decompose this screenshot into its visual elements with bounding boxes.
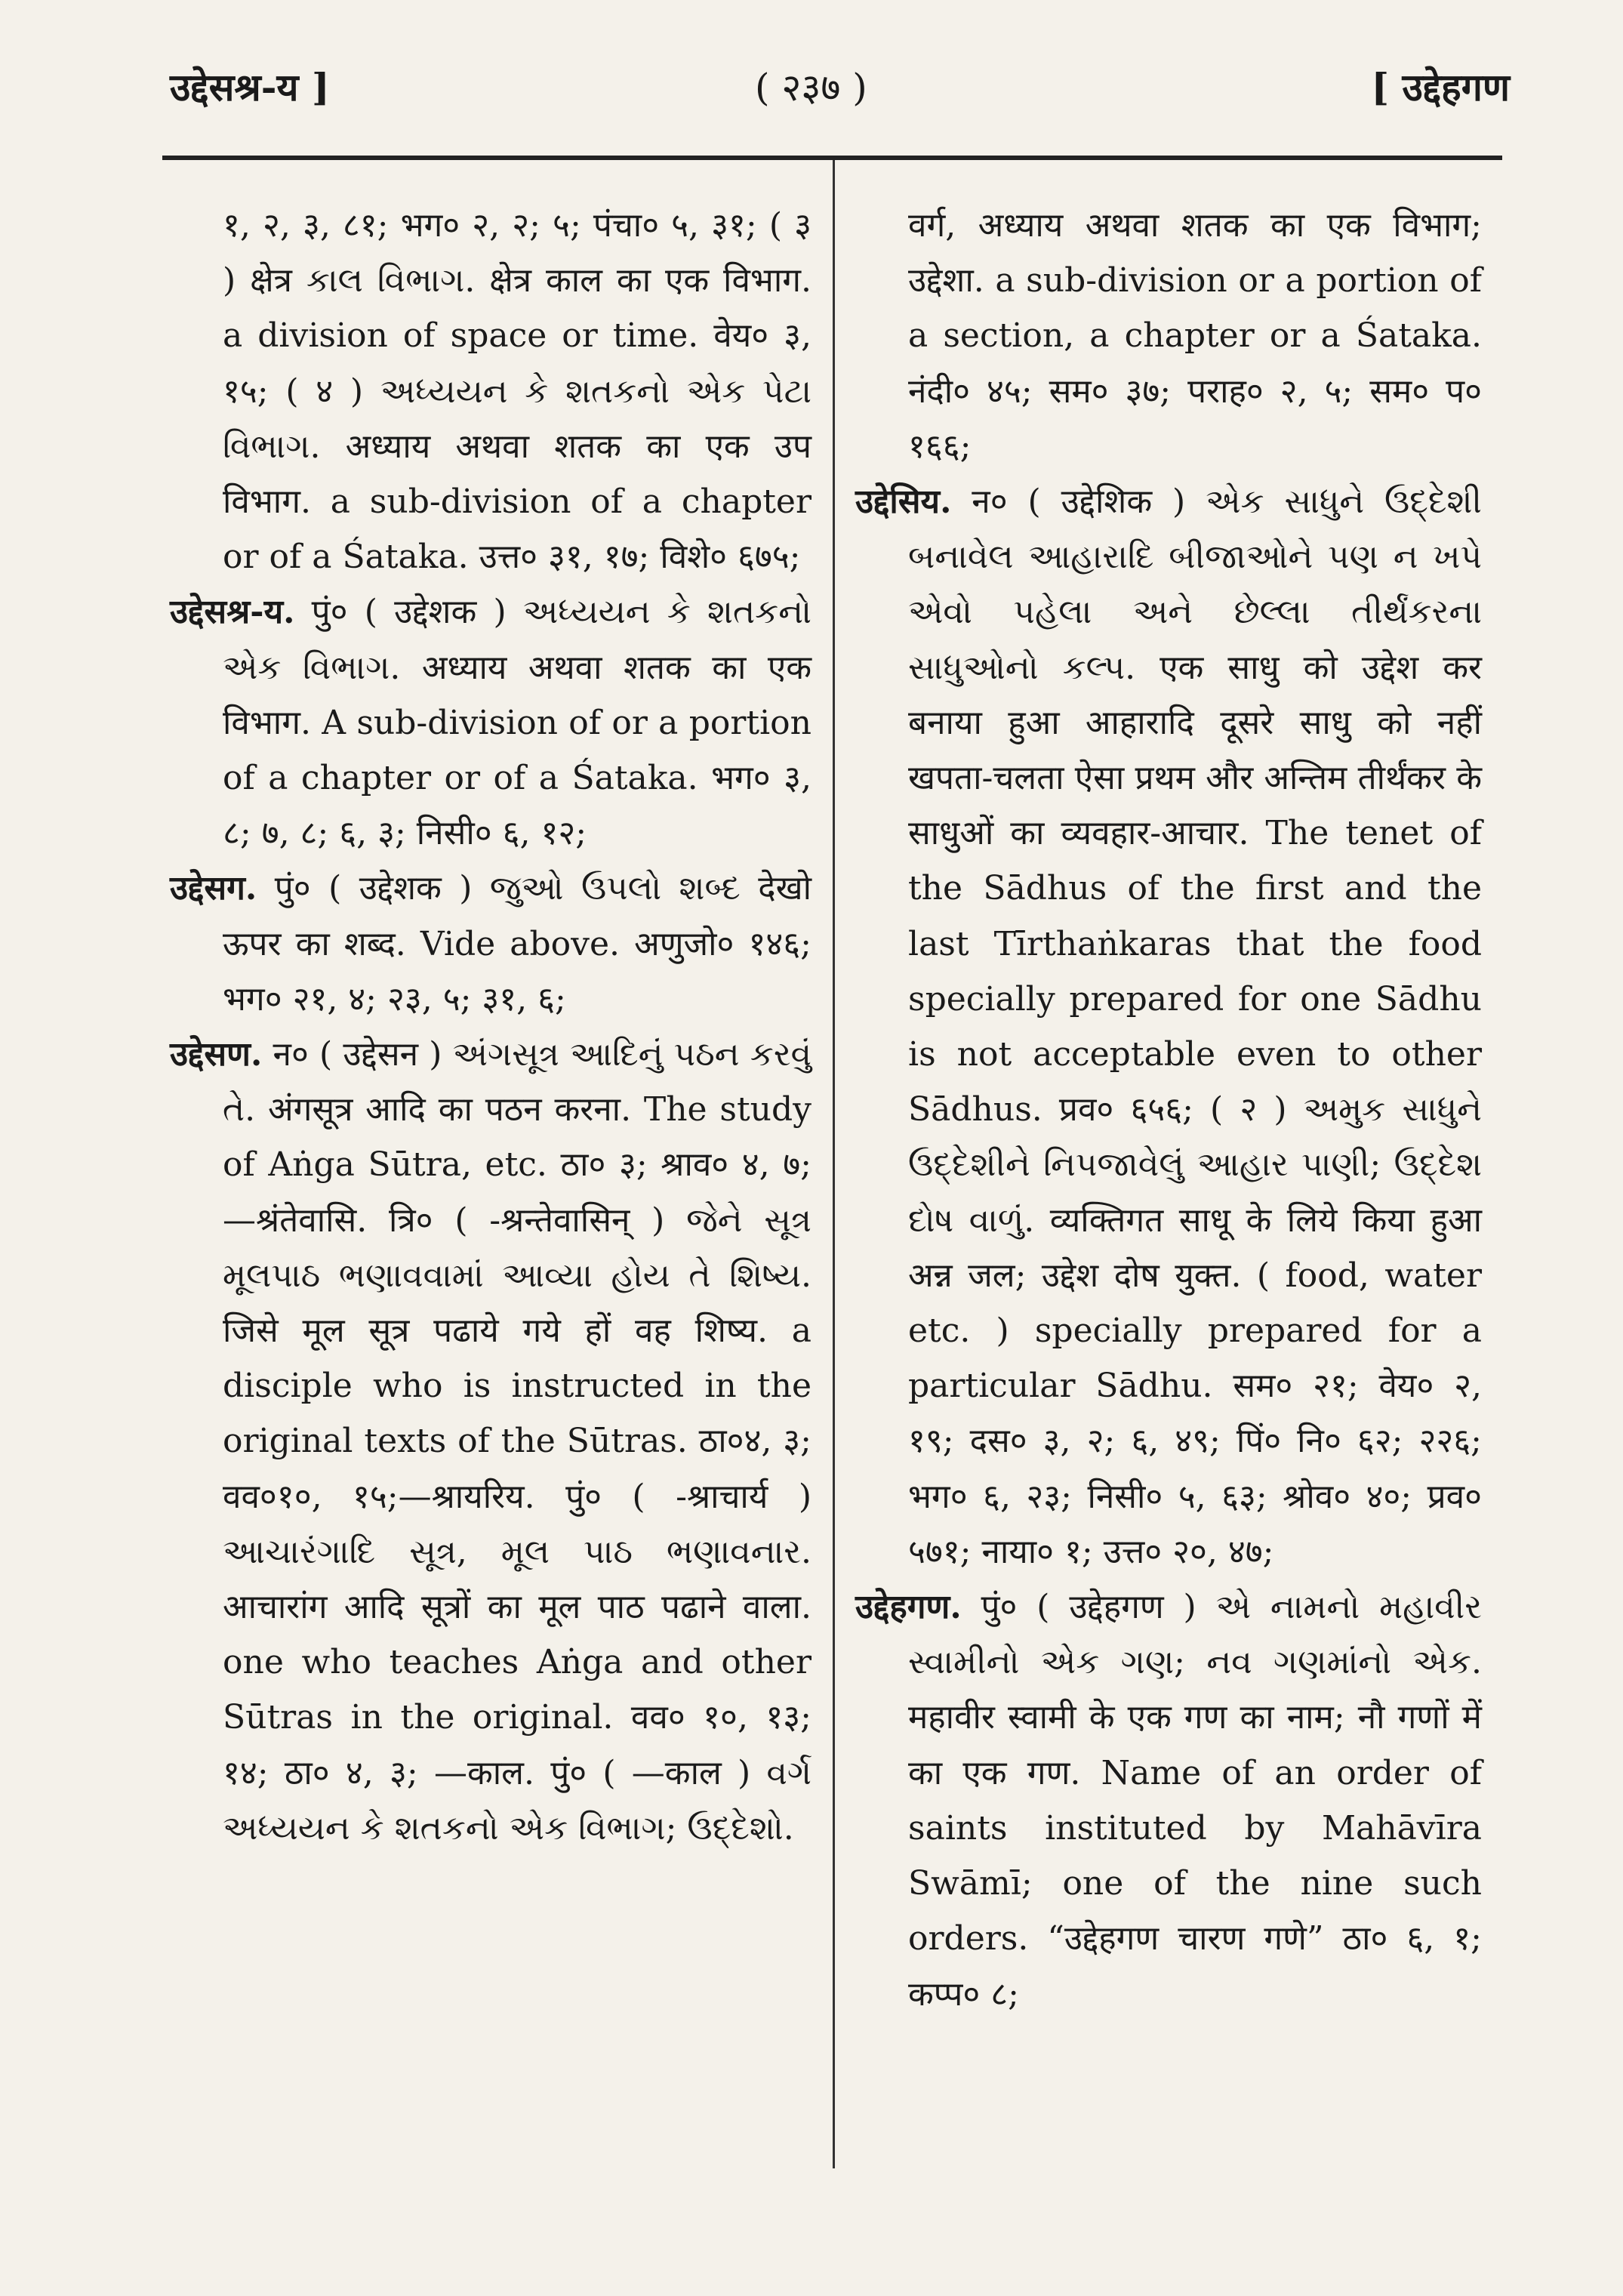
header-left-guide-word: उद्देसश्र-य ]	[170, 65, 330, 109]
entry-text: पुं० ( उद्देहगण ) એ નામનો મહાવીર સ્વામીનો એક ગણ; નવ ગણમાંનો એક. महावीर स्वामी के एक गण का नाम; नौ गणों में का एक गण. Name of an order of saints instituted by Mahāvīra Swāmī; one of the nine such orders. “उद्देहगण चारण गणे” ठा० ६, १; कप्प० ८;	[908, 1588, 1482, 2014]
header-right-guide-word: [ उद्देहगण	[1371, 65, 1510, 109]
dictionary-entry	[855, 474, 1482, 1579]
dictionary-entry	[855, 1579, 1482, 2022]
entry-text: पुं० ( उद्देशक ) જુઓ ઉપલો શબ્દ देखो ऊपर का शब्द. Vide above. अणुजो० १४६; भग० २१, ४; २३, ५; ३१, ६;	[223, 869, 812, 1019]
column-divider	[833, 160, 835, 2168]
entry-headword: उद्देसश्र-य.	[170, 593, 295, 632]
dictionary-entry	[170, 584, 812, 861]
entry-headword: उद्देसण.	[170, 1035, 263, 1074]
entry-text: वर्ग, अध्याय अथवा शतक का एक विभाग; उद्देशा. a sub-division or a portion of a section, a chapter or a Śataka. नंदी० ४५; सम० ३७; पराह० २, ५; सम० प० १६६;	[908, 206, 1482, 466]
entry-text: पुं० ( उद्देशक ) અધ્યયન કે શતકનો એક વિભાગ. अध्याय अथवा शतक का एक विभाग. A sub-division of or a portion of a chapter or of a Śataka. भग० ३, ८; ७, ८; ६, ३; निसी० ६, १२;	[223, 593, 812, 853]
entry-text: न० ( उद्देशिक ) એક સાધુને ઉદ્દેશી બનાવેલ આહારાદિ બીજાઓને પણ ન ખપે એવો પહેલા અને છેલ્લા તીર્થંકરના સાધુઓનો કલ્પ. एक साधु को उद्देश कर बनाया हुआ आहारादि दूसरे साधु को नहीं खपता-चलता ऐसा प्रथम और अन्तिम तीर्थंकर के साधुओं का व्यवहार-आचार. The tenet of the Sādhus of the first and the last Tīrthaṅkaras that the food specially prepared for one Sādhu is not acceptable even to other Sādhus. प्रव० ६५६; ( २ ) અમુક સાધુને ઉદ્દેશીને નિપજાવેલું આહાર પાણી; ઉદ્દેશ દોષ વાળું. व्यक्तिगत साधू के लिये किया हुआ अन्न जल; उद्देश दोष युक्त. ( food, water etc. ) specially prepared for a particular Sādhu. सम० २१; वेय० २, १९; दस० ३, २; ६, ४९; पिं० नि० ६२; २२६; भग० ६, २३; निसी० ५, ६३; श्रोव० ४०; प्रव० ५७१; नाया० १; उत्त० २०, ४७;	[908, 482, 1482, 1571]
dictionary-entry	[170, 861, 812, 1027]
entry-text: न० ( उद्देसन ) અંગસૂત્ર આદિનું પઠન કરવું તે. अंगसूत्र आदि का पठन करना. The study of Aṅga Sūtra, etc. ठा० ३; श्राव० ४, ७; —श्रंतेवासि. त्रि० ( -श्रन्तेवासिन् ) જેને સૂત્ર મૂલપાઠ ભણાવવામાં આવ્યા હોય તે શિષ્ય. जिसे मूल सूत्र पढाये गये हों वह शिष्य. a disciple who is instructed in the original texts of the Sūtras. ठा०४, ३; वव०१०, १५;—श्रायरिय. पुं० ( -श्राचार्य ) આચારંગાદિ સૂત્ર, મૂલ પાઠ ભણાવનાર. आचारांग आदि सूत्रों का मूल पाठ पढाने वाला. one who teaches Aṅga and other Sūtras in the original. वव० १०, १३; १४; ठा० ४, ३; —काल. पुं० ( —काल ) વર્ગ અધ્યયન કે શતકનો એક વિભાગ; ઉદ્દેશો.	[223, 1035, 812, 1848]
entry-continuation	[170, 198, 812, 584]
left-column	[170, 198, 812, 1856]
entry-headword: उद्देसिय.	[855, 482, 952, 522]
entry-headword: उद्देहगण.	[855, 1588, 962, 1627]
right-column	[855, 198, 1482, 2022]
entry-continuation	[855, 198, 1482, 474]
entry-headword: उद्देसग.	[170, 869, 257, 908]
dictionary-entry	[170, 1027, 812, 1856]
page-number: ( २३७ )	[755, 66, 867, 109]
entry-text: १, २, ३, ८१; भग० २, २; ५; पंचा० ५, ३१; ( ३ ) क्षेत्र કાલ વિભાગ. क्षेत्र काल का एक विभाग. a division of space or time. वेय० ३, १५; ( ४ ) અધ્યયન કે શતકનો એક પેટા વિભાગ. अध्याय अथवा शतक का एक उप विभाग. a sub-division of a chapter or of a Śataka. उत्त० ३१, १७; विशे० ६७५;	[223, 206, 812, 577]
